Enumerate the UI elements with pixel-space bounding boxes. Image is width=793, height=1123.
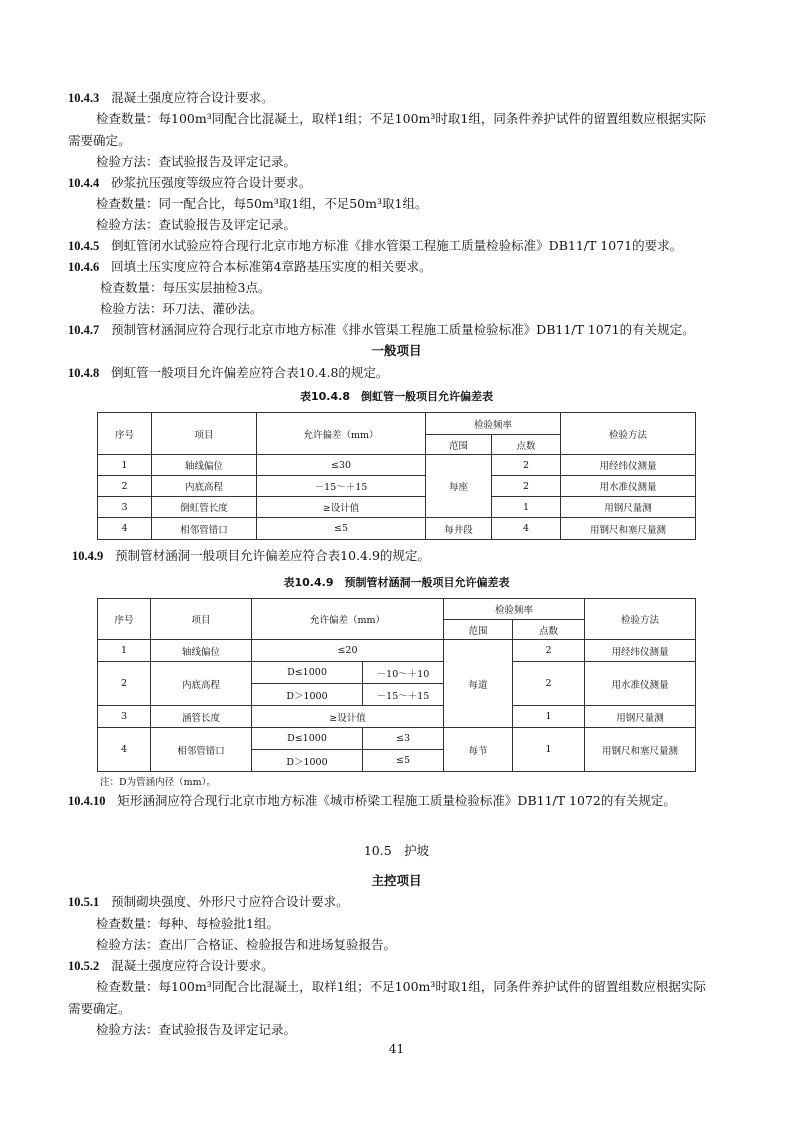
cell-no: 4	[98, 728, 151, 772]
cell-item: 相邻管错口	[151, 728, 252, 772]
cell-tolerance: ≤30	[257, 455, 426, 476]
inspection-quantity: 检查数量：同一配合比，每50m³取1组，不足50m³取1组。	[96, 196, 428, 211]
header-no: 序号	[98, 599, 151, 640]
inspection-quantity: 检查数量：每种、每检验批1组。	[96, 916, 279, 931]
header-item: 项目	[152, 413, 257, 455]
table-row	[98, 640, 696, 662]
inspection-quantity-cont: 需要确定。	[68, 1001, 131, 1016]
clause-number: 10.4.10	[68, 794, 106, 808]
clause-text: 混凝土强度应符合设计要求。	[111, 90, 274, 105]
clause-10-4-8	[68, 365, 388, 381]
table-row	[98, 706, 696, 728]
clause-text: 倒虹管一般项目允许偏差应符合表10.4.8的规定。	[111, 365, 389, 380]
section-heading: 10.5 护坡	[363, 843, 430, 858]
cell-tolerance: ≥设计值	[252, 706, 444, 728]
cell-method: 用钢尺量测	[561, 497, 696, 518]
cell-range: 每节	[444, 728, 513, 772]
inspection-method: 检验方法：查试验报告及评定记录。	[96, 217, 297, 232]
clause-number: 10.4.6	[68, 260, 100, 274]
cell-condition: D≤1000	[252, 662, 363, 684]
table-row	[98, 476, 696, 497]
cell-no: 1	[98, 640, 151, 662]
header-range: 范围	[426, 435, 492, 455]
cell-method: 用水准仪测量	[561, 476, 696, 497]
clause-text: 混凝土强度应符合设计要求。	[111, 958, 274, 973]
inspection-method: 检验方法：查试验报告及评定记录。	[96, 1022, 297, 1037]
inspection-method: 检验方法：查试验报告及评定记录。	[96, 154, 297, 169]
table-10-4-9-caption: 表10.4.9 预制管材涵洞一般项目允许偏差表	[283, 576, 510, 589]
clause-10-4-6	[68, 259, 432, 275]
table-note: 注：D为管涵内径（mm）。	[100, 777, 216, 788]
cell-points: 1	[513, 706, 585, 728]
cell-item: 涵管长度	[151, 706, 252, 728]
header-frequency: 检验频率	[444, 599, 585, 620]
clause-10-4-10	[68, 793, 676, 809]
clause-number: 10.5.1	[68, 895, 100, 909]
cell-method: 用经纬仪测量	[585, 640, 696, 662]
table-10-4-9	[97, 598, 696, 772]
cell-tolerance: －15～＋15	[257, 476, 426, 497]
inspection-quantity: 检查数量：每压实层抽检3点。	[100, 280, 271, 295]
clause-text: 矩形涵洞应符合现行北京市地方标准《城市桥梁工程施工质量检验标准》DB11/T 1072的有关规定。	[117, 793, 676, 808]
cell-range: 每座	[426, 455, 492, 518]
cell-method: 用水准仪测量	[585, 662, 696, 706]
table-row	[98, 518, 696, 540]
cell-method: 用钢尺量测	[585, 706, 696, 728]
clause-10-5-1	[68, 894, 349, 910]
cell-item: 内底高程	[151, 662, 252, 706]
clause-number: 10.4.8	[68, 366, 100, 380]
clause-text: 回填土压实度应符合本标准第4章路基压实度的相关要求。	[111, 259, 432, 274]
header-frequency: 检验频率	[426, 413, 561, 435]
header-points: 点数	[492, 435, 561, 455]
table-row	[98, 455, 696, 476]
cell-item: 内底高程	[152, 476, 257, 497]
cell-method: 用经纬仪测量	[561, 455, 696, 476]
clause-10-4-9	[72, 548, 430, 564]
cell-tolerance: ≤3	[363, 728, 444, 750]
clause-number: 10.4.3	[68, 91, 100, 105]
main-items-heading: 主控项目	[371, 873, 422, 888]
cell-condition: D＞1000	[252, 750, 363, 772]
cell-no: 1	[98, 455, 152, 476]
cell-tolerance: ≤20	[252, 640, 444, 662]
clause-number: 10.5.2	[68, 959, 100, 973]
header-tolerance: 允许偏差（mm）	[252, 599, 444, 640]
cell-item: 相邻管错口	[152, 518, 257, 540]
clause-text: 预制砌块强度、外形尺寸应符合设计要求。	[111, 894, 349, 909]
clause-text: 倒虹管闭水试验应符合现行北京市地方标准《排水管渠工程施工质量检验标准》DB11/T 1071的要求。	[111, 238, 683, 253]
clause-10-5-2	[68, 958, 274, 974]
table-row	[98, 728, 696, 750]
inspection-quantity: 检查数量：每100m³同配合比混凝土，取样1组；不足100m³时取1组，同条件养护试件的留置组数应根据实际	[96, 111, 706, 126]
cell-points: 1	[492, 497, 561, 518]
clause-number: 10.4.5	[68, 239, 100, 253]
table-row	[98, 497, 696, 518]
clause-number: 10.4.4	[68, 176, 100, 190]
header-points: 点数	[513, 620, 585, 640]
header-tolerance: 允许偏差（mm）	[257, 413, 426, 455]
cell-points: 2	[492, 455, 561, 476]
header-method: 检验方法	[585, 599, 696, 640]
inspection-quantity: 检查数量：每100m³同配合比混凝土，取样1组；不足100m³时取1组，同条件养护试件的留置组数应根据实际	[96, 979, 706, 994]
cell-item: 轴线偏位	[152, 455, 257, 476]
clause-text: 预制管材涵洞应符合现行北京市地方标准《排水管渠工程施工质量检验标准》DB11/T 1071的有关规定。	[111, 322, 695, 337]
clause-10-4-3	[68, 90, 274, 106]
cell-no: 3	[98, 497, 152, 518]
cell-item: 轴线偏位	[151, 640, 252, 662]
inspection-method: 检验方法：查出厂合格证、检验报告和进场复验报告。	[96, 937, 397, 952]
cell-points: 2	[492, 476, 561, 497]
cell-item: 倒虹管长度	[152, 497, 257, 518]
header-method: 检验方法	[561, 413, 696, 455]
cell-range: 每井段	[426, 518, 492, 540]
cell-no: 2	[98, 476, 152, 497]
clause-number: 10.4.7	[68, 323, 100, 337]
clause-10-4-4	[68, 175, 311, 191]
cell-no: 2	[98, 662, 151, 706]
cell-points: 2	[513, 640, 585, 662]
cell-tolerance: ≤5	[257, 518, 426, 540]
cell-points: 1	[513, 728, 585, 772]
cell-tolerance: －15～＋15	[363, 684, 444, 706]
inspection-quantity-cont: 需要确定。	[68, 133, 131, 148]
inspection-method: 检验方法：环刀法、灌砂法。	[100, 301, 263, 316]
clause-10-4-7	[68, 322, 695, 338]
header-no: 序号	[98, 413, 152, 455]
cell-condition: D≤1000	[252, 728, 363, 750]
cell-method: 用钢尺和塞尺量测	[561, 518, 696, 540]
clause-text: 预制管材涵洞一般项目允许偏差应符合表10.4.9的规定。	[115, 548, 430, 563]
cell-no: 4	[98, 518, 152, 540]
cell-condition: D＞1000	[252, 684, 363, 706]
cell-range: 每道	[444, 640, 513, 728]
cell-no: 3	[98, 706, 151, 728]
cell-tolerance: －10～＋10	[363, 662, 444, 684]
clause-10-4-5	[68, 238, 682, 254]
page-number: 41	[388, 1042, 405, 1056]
clause-text: 砂浆抗压强度等级应符合设计要求。	[111, 175, 312, 190]
header-item: 项目	[151, 599, 252, 640]
table-10-4-8	[97, 412, 696, 540]
clause-number: 10.4.9	[72, 549, 104, 563]
cell-tolerance: ≥设计值	[257, 497, 426, 518]
cell-method: 用钢尺和塞尺量测	[585, 728, 696, 772]
header-range: 范围	[444, 620, 513, 640]
general-items-heading: 一般项目	[371, 343, 422, 358]
cell-points: 4	[492, 518, 561, 540]
table-row	[98, 662, 696, 684]
cell-tolerance: ≤5	[363, 750, 444, 772]
table-10-4-8-caption: 表10.4.8 倒虹管一般项目允许偏差表	[300, 390, 493, 403]
cell-points: 2	[513, 662, 585, 706]
